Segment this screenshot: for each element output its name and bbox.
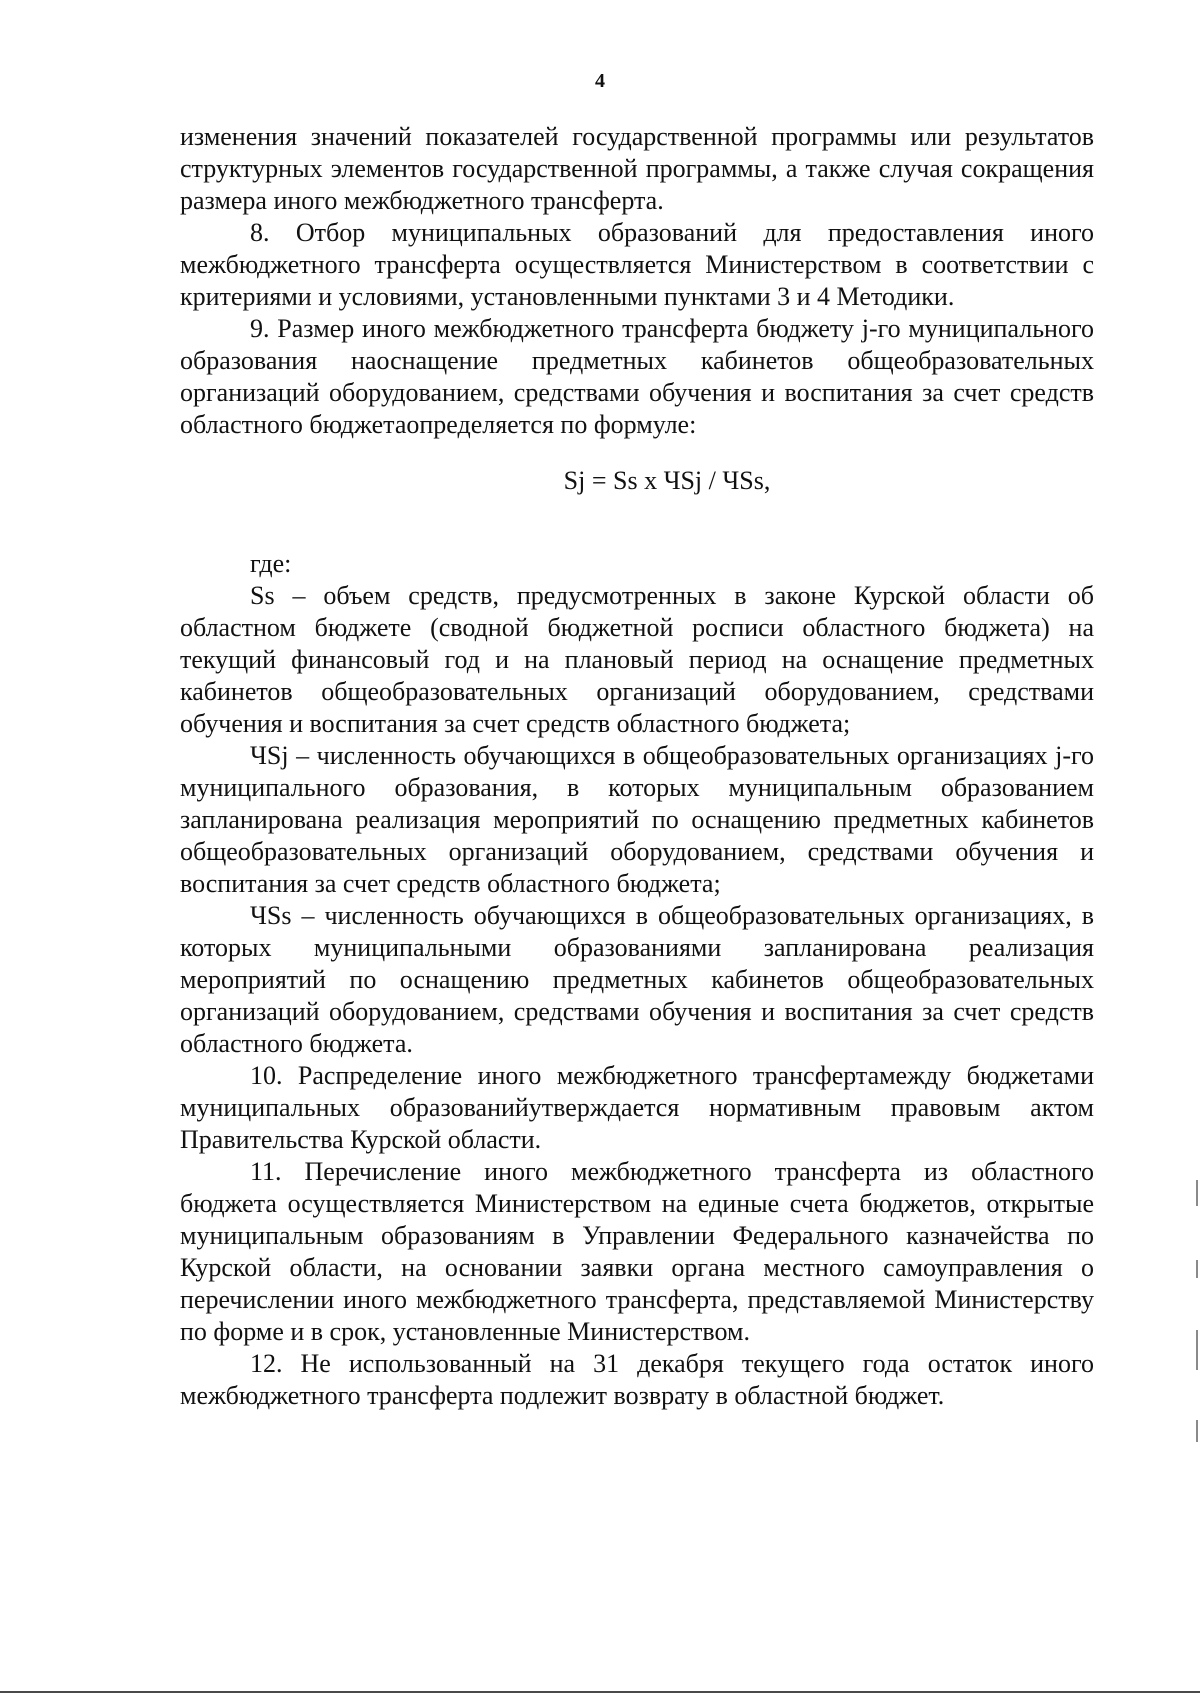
scan-edge-line	[0, 1691, 1200, 1693]
scan-artifact-mark	[1196, 1330, 1198, 1370]
definition-chss: ЧSs – численность обучающихся в общеобразовательных организациях, в которых муниципальными образованиями запланирована реализация мероприятий по оснащению предметных кабинетов общеобразовательных организаций оборудованием, средствами обучения и воспитания за счет средств областного бюджета.	[180, 901, 1094, 1058]
scan-artifact-mark	[1196, 1420, 1198, 1442]
scan-artifact-mark	[1196, 1180, 1198, 1206]
paragraph-9: 9. Размер иного межбюджетного трансферта бюджету j-го муниципального образования наоснащение предметных кабинетов общеобразовательных организаций оборудованием, средствами обучения и воспитания за счет средств областного бюджетаопределяется по формуле:	[180, 314, 1094, 439]
page-number: 4	[595, 70, 605, 92]
document-body	[180, 121, 1094, 1412]
paragraph-8: 8. Отбор муниципальных образований для предоставления иного межбюджетного трансферта осуществляется Министерством в соответствии с критериями и условиями, установленными пунктами 3 и 4 Методики.	[180, 218, 1094, 311]
formula-spacing	[180, 497, 1094, 548]
paragraph-12: 12. Не использованный на 31 декабря текущего года остаток иного межбюджетного трансферта подлежит возврату в областной бюджет.	[180, 1349, 1094, 1410]
definition-chsj: ЧSj – численность обучающихся в общеобразовательных организациях j-го муниципального образования, в которых муниципальным образованием запланирована реализация мероприятий по оснащению предметных кабинетов общеобразовательных организаций оборудованием, средствами обучения и воспитания за счет средств областного бюджета;	[180, 741, 1094, 898]
where-label: где:	[250, 549, 292, 578]
paragraph-10: 10. Распределение иного межбюджетного трансфертамежду бюджетами муниципальных образованийутверждается нормативным правовым актом Правительства Курской области.	[180, 1061, 1094, 1154]
paragraph-continuation: изменения значений показателей государственной программы или результатов структурных элементов государственной программы, а также случая сокращения размера иного межбюджетного трансферта.	[180, 122, 1094, 215]
paragraph-11: 11. Перечисление иного межбюджетного трансферта из областного бюджета осуществляется Министерством на единые счета бюджетов, открытые муниципальным образованиям в Управлении Федерального казначейства по Курской области, на основании заявки органа местного самоуправления о перечислении иного межбюджетного трансферта, представляемой Министерству по форме и в срок, установленные Министерством.	[180, 1157, 1094, 1346]
definition-ss: Ss – объем средств, предусмотренных в законе Курской области об областном бюджете (сводной бюджетной росписи областного бюджета) на текущий финансовый год и на плановый период на оснащение предметных кабинетов общеобразовательных организаций оборудованием, средствами обучения и воспитания за счет средств областного бюджета;	[180, 581, 1094, 738]
formula: Sj = Ss x ЧSj / ЧSs,	[563, 466, 771, 495]
scan-artifact-mark	[1196, 1260, 1198, 1278]
